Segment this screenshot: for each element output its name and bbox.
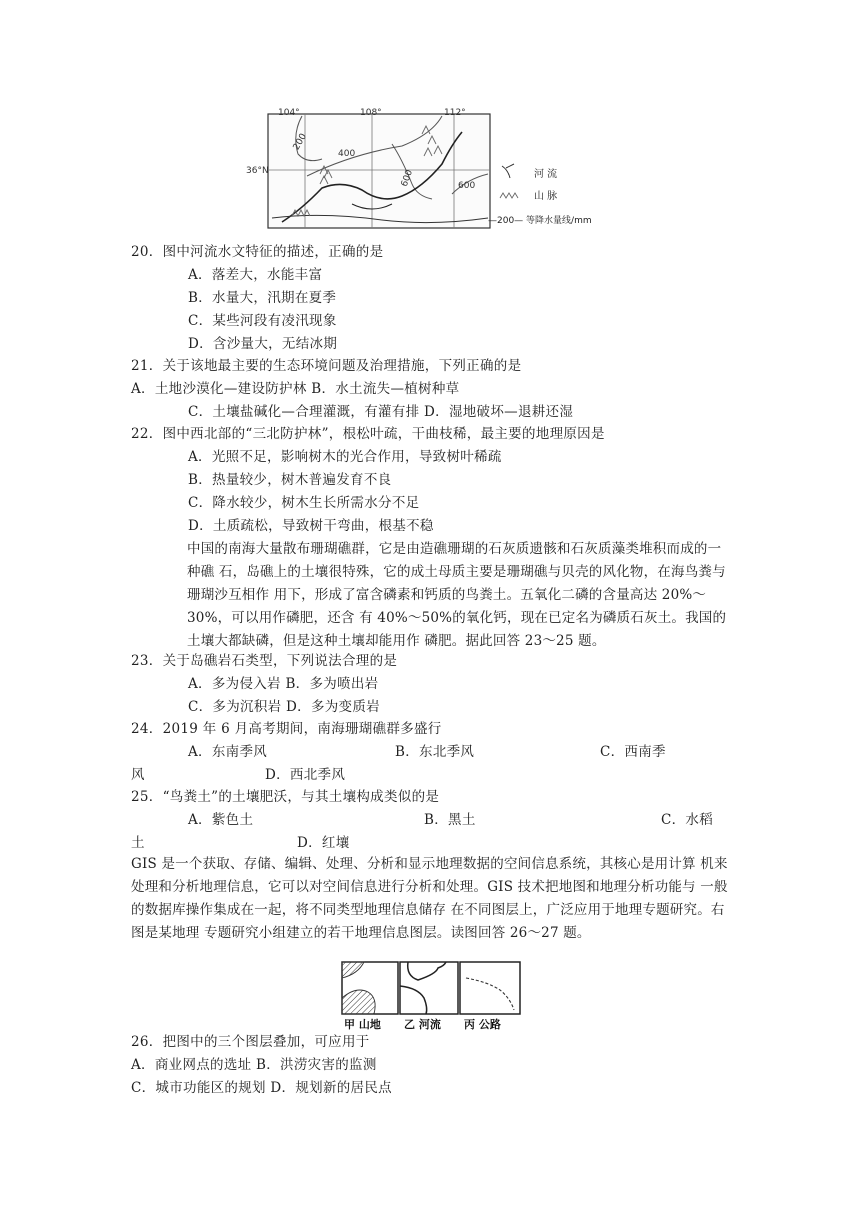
option: C．某些河段有凌汛现象 xyxy=(188,313,337,329)
option: D．红壤 xyxy=(297,835,350,851)
question-23-stem: 23．关于岛礁岩石类型，下列说法合理的是 xyxy=(131,653,398,669)
option: A．光照不足，影响树木的光合作用，导致树叶稀疏 xyxy=(188,449,502,465)
option: B．热量较少，树木普遍发育不良 xyxy=(188,472,392,488)
layer-label: 丙 公路 xyxy=(464,1018,501,1031)
option: C．城市功能区的规划 D．规划新的居民点 xyxy=(131,1080,392,1096)
option: B．东北季风 xyxy=(395,744,475,760)
option: D．含沙量大，无结冰期 xyxy=(188,336,338,352)
isohyet-label: 200 xyxy=(291,132,309,152)
question-24-stem: 24．2019 年 6 月高考期间，南海珊瑚礁群多盛行 xyxy=(131,721,442,737)
lon-label: 108° xyxy=(360,108,382,118)
lat-label: 36°N xyxy=(246,166,269,176)
legend-label: 河 流 xyxy=(534,169,558,180)
lon-label: 112° xyxy=(444,108,466,118)
option-wrap: 土 xyxy=(131,835,145,851)
option: A．商业网点的选址 B．洪涝灾害的监测 xyxy=(131,1057,377,1073)
option: A．多为侵入岩 B．多为喷出岩 xyxy=(188,676,379,692)
option: C．水稻 xyxy=(661,812,714,828)
question-20-stem: 20．图中河流水文特征的描述，正确的是 xyxy=(131,244,384,260)
map-legend xyxy=(488,164,592,226)
isohyet-label: 600 xyxy=(458,181,476,191)
region-map xyxy=(246,104,618,232)
question-22-stem: 22．图中西北部的“三北防护林”，根松叶疏，干曲枝稀，最主要的地理原因是 xyxy=(131,426,605,442)
option-wrap: 风 xyxy=(131,767,145,783)
option: C．多为沉积岩 D．多为变质岩 xyxy=(188,699,380,715)
option: B．黑土 xyxy=(424,812,476,828)
gis-layers-figure xyxy=(338,958,524,1030)
passage-text: GIS 是一个获取、存储、编辑、处理、分析和显示地理数据的空间信息系统，其核心是用计算 机来处理和分析地理信息，它可以对空间信息进行分析和处理。GIS 技术把地图和地理分析功能与 一般的数据库操作集成在一起，将不同类型地理信息储存 在不同图层上，广泛应用于地理专题研究。右图是某地理 专题研究小组建立的若干地理信息图层。读图回答 26～27 题。 xyxy=(131,856,728,941)
passage-gis xyxy=(131,853,731,945)
legend-label: 山 脉 xyxy=(534,191,558,202)
mountain-icon xyxy=(500,193,518,198)
river-icon xyxy=(502,164,514,178)
legend-label: —200— 等降水量线/mm xyxy=(488,216,592,226)
passage-coral-reef xyxy=(131,538,731,653)
option: C．降水较少，树木生长所需水分不足 xyxy=(188,495,420,511)
option: C．西南季 xyxy=(600,744,666,760)
option: A．土地沙漠化—建设防护林 B．水土流失—植树种草 xyxy=(131,381,460,397)
option: D．西北季风 xyxy=(265,767,346,783)
isohyet-label: 600 xyxy=(399,168,416,189)
option: A．落差大，水能丰富 xyxy=(188,267,323,283)
passage-text: 中国的南海大量散布珊瑚礁群，它是由造礁珊瑚的石灰质遗骸和石灰质藻类堆积而成的一种礁 石，岛礁上的土壤很特殊，它的成土母质主要是珊瑚礁与贝壳的风化物，在海鸟粪与珊瑚沙互相作 用下，形成了富含磷素和钙质的鸟粪土。五氧化二磷的含量高达 20%～30%，可以用作磷肥，还含 有 40%～50%的氧化钙，现在已定名为磷质石灰土。我国的土壤大都缺磷，但是这种土壤却能用作 磷肥。据此回答 23～25 题。 xyxy=(187,541,727,649)
layer-label: 甲 山地 xyxy=(344,1018,381,1031)
option: A．东南季风 xyxy=(188,744,268,760)
option: C．土壤盐碱化—合理灌溉，有灌有排 D．湿地破坏—退耕还湿 xyxy=(188,404,574,420)
option: A．紫色土 xyxy=(188,812,254,828)
option: D．土质疏松，导致树干弯曲，根基不稳 xyxy=(188,518,434,534)
option: B．水量大，汛期在夏季 xyxy=(188,290,337,306)
question-25-stem: 25．“鸟粪土”的土壤肥沃，与其土壤构成类似的是 xyxy=(131,789,440,805)
lon-label: 104° xyxy=(278,108,300,118)
layer-label: 乙 河流 xyxy=(404,1018,441,1031)
question-26-stem: 26．把图中的三个图层叠加，可应用于 xyxy=(131,1034,370,1050)
question-21-stem: 21．关于该地最主要的生态环境问题及治理措施，下列正确的是 xyxy=(131,358,522,374)
isohyet-label: 400 xyxy=(338,149,356,159)
